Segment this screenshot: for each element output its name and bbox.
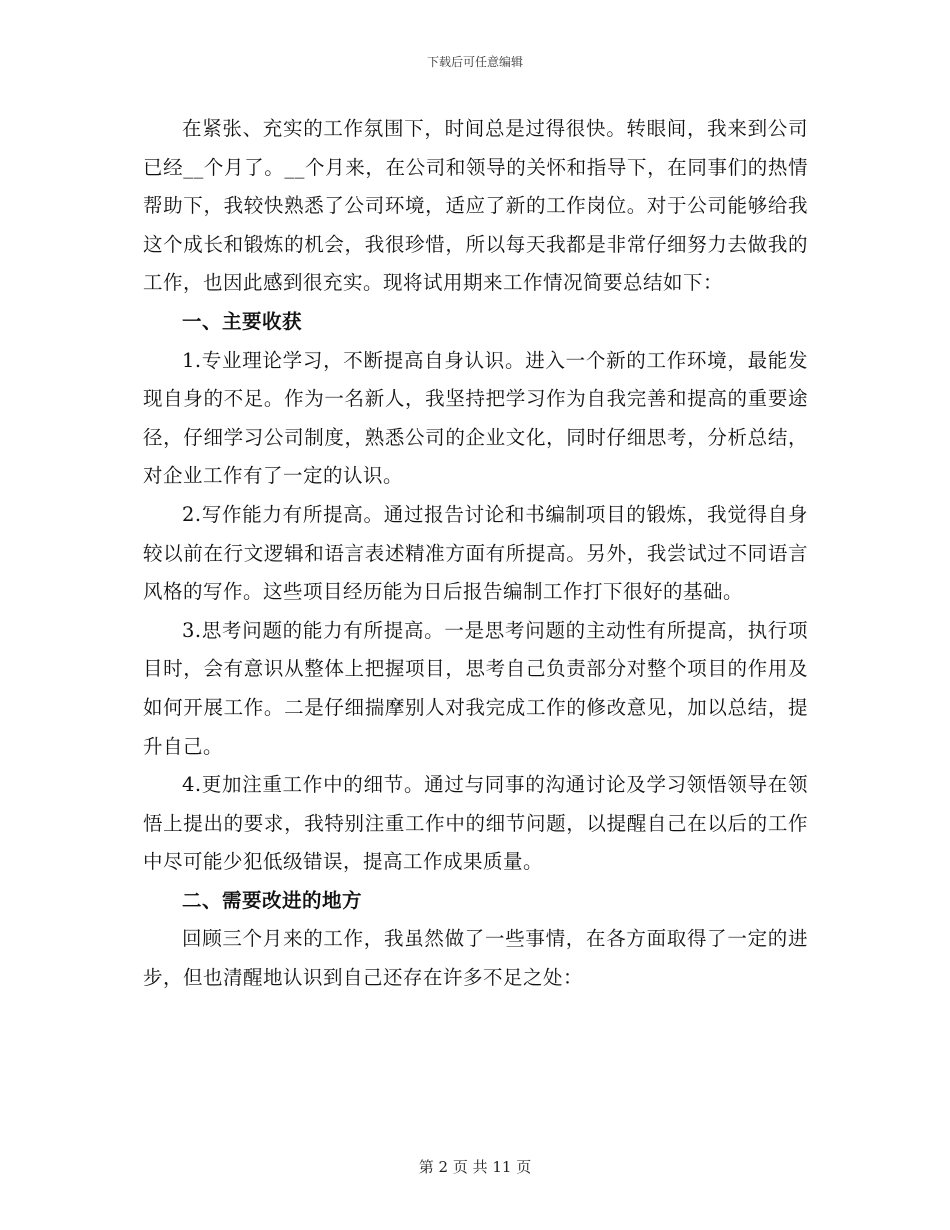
header-note: 下载后可任意编辑 [426,55,523,69]
document-body [143,110,808,998]
intro-paragraph: 在紧张、充实的工作氛围下，时间总是过得很快。转眼间，我来到公司已经__个月了。__个月来，在公司和领导的关怀和指导下，在同事们的热情帮助下，我较快熟悉了公司环境，适应了新的工作岗位。对于公司能够给我这个成长和锻炼的机会，我很珍惜，所以每天我都是非常仔细努力去做我的工作，也因此感到很充实。现将试用期来工作情况简要总结如下： [143,117,808,295]
gain-item-3: 3.思考问题的能力有所提高。一是思考问题的主动性有所提高，执行项目时，会有意识从整体上把握项目，思考自己负责部分对整个项目的作用及如何开展工作。二是仔细揣摩别人对我完成工作的修改意见，加以总结，提升自己。 [143,618,808,758]
section-heading-main-gains: 一、主要收获 [182,309,303,333]
gain-item-4: 4.更加注重工作中的细节。通过与同事的沟通讨论及学习领悟领导在领悟上提出的要求，我特别注重工作中的细节问题，以提醒自己在以后的工作中尽可能少犯低级错误，提高工作成果质量。 [143,773,808,874]
page-number: 第 2 页 共 11 页 [418,1158,532,1176]
gain-item-1: 1.专业理论学习，不断提高自身认识。进入一个新的工作环境，最能发现自身的不足。作为一名新人，我坚持把学习作为自我完善和提高的重要途径，仔细学习公司制度，熟悉公司的企业文化，同时仔细思考，分析总结，对企业工作有了一定的认识。 [143,348,808,488]
section-heading-improvements: 二、需要改进的地方 [182,888,363,912]
gain-item-2: 2.写作能力有所提高。通过报告讨论和书编制项目的锻炼，我觉得自身较以前在行文逻辑和语言表述精准方面有所提高。另外，我尝试过不同语言风格的写作。这些项目经历能为日后报告编制工作打下很好的基础。 [143,502,808,604]
review-paragraph: 回顾三个月来的工作，我虽然做了一些事情，在各方面取得了一定的进步，但也清醒地认识到自己还存在许多不足之处： [143,927,808,990]
